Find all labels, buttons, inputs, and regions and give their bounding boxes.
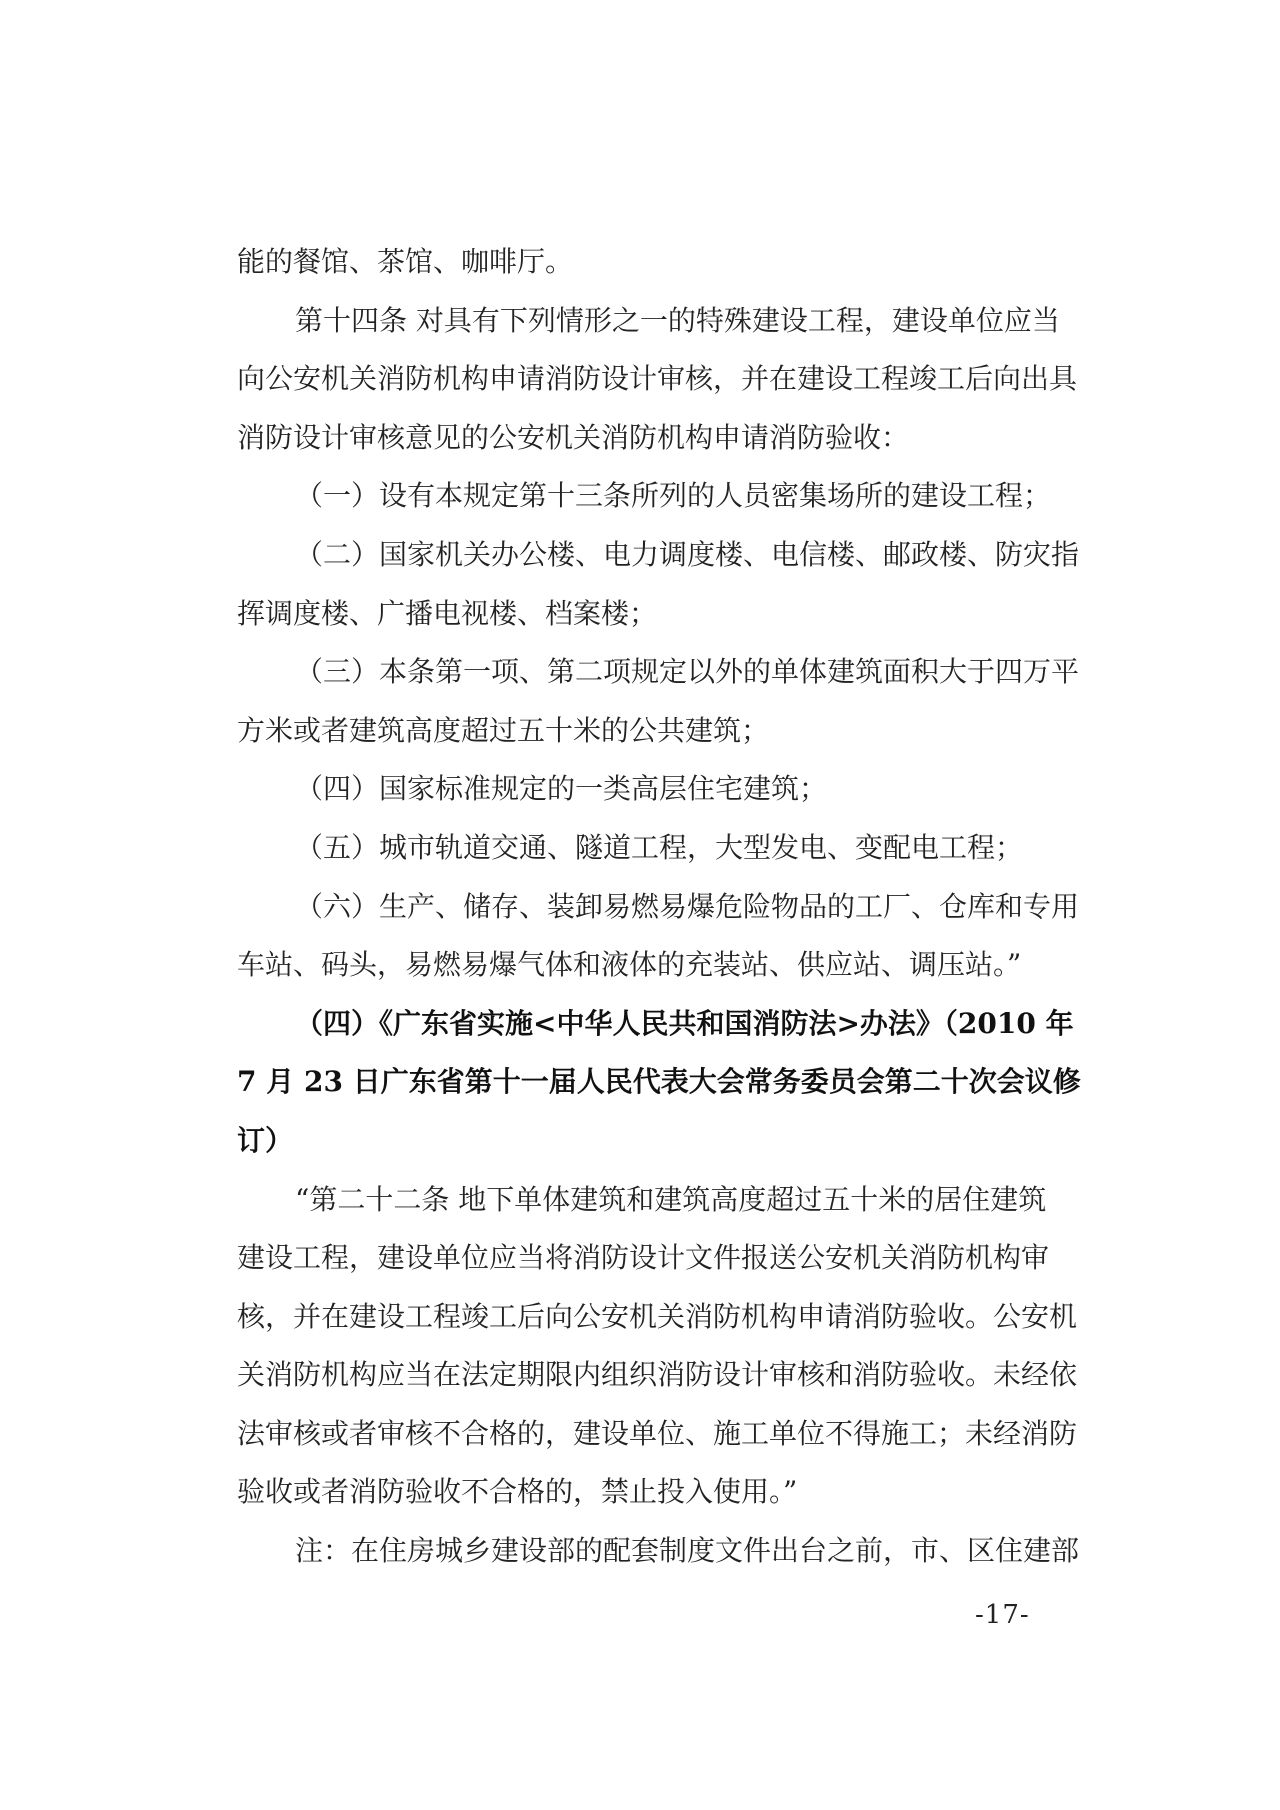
section-heading-line: 7 月 23 日广东省第十一届人民代表大会常务委员会第二十次会议修 — [237, 1065, 1081, 1099]
text-line: 建设工程，建设单位应当将消防设计文件报送公安机关消防机构审 — [237, 1241, 1050, 1275]
text-line: “第二十二条 地下单体建筑和建筑高度超过五十米的居住建筑 — [295, 1182, 1047, 1216]
text-line: 第十四条 对具有下列情形之一的特殊建设工程，建设单位应当 — [295, 303, 1060, 337]
text-line: （二）国家机关办公楼、电力调度楼、电信楼、邮政楼、防灾指 — [295, 537, 1080, 571]
document-body — [237, 233, 1081, 1581]
section-heading-line: （四）《广东省实施<中华人民共和国消防法>办法》（2010 年 — [295, 1006, 1074, 1040]
text-line: （三）本条第一项、第二项规定以外的单体建筑面积大于四万平 — [295, 655, 1080, 689]
text-line: 注：在住房城乡建设部的配套制度文件出台之前，市、区住建部 — [295, 1534, 1080, 1568]
section-heading-line: 订） — [237, 1123, 294, 1157]
text-line: （五）城市轨道交通、隧道工程，大型发电、变配电工程； — [295, 830, 1024, 864]
text-line: 消防设计审核意见的公安机关消防机构申请消防验收： — [237, 420, 910, 454]
text-line: 核，并在建设工程竣工后向公安机关消防机构申请消防验收。公安机 — [237, 1299, 1078, 1333]
text-line: 挥调度楼、广播电视楼、档案楼； — [237, 596, 658, 630]
text-line: 车站、码头，易燃易爆气体和液体的充装站、供应站、调压站。” — [237, 948, 1022, 982]
text-line: 法审核或者审核不合格的，建设单位、施工单位不得施工；未经消防 — [237, 1416, 1078, 1450]
text-line: （一）设有本规定第十三条所列的人员密集场所的建设工程； — [295, 479, 1052, 513]
text-line: 方米或者建筑高度超过五十米的公共建筑； — [237, 713, 770, 747]
text-line: （六）生产、储存、装卸易燃易爆危险物品的工厂、仓库和专用 — [295, 889, 1080, 923]
text-line: 关消防机构应当在法定期限内组织消防设计审核和消防验收。未经依 — [237, 1358, 1078, 1392]
text-line: 能的餐馆、茶馆、咖啡厅。 — [237, 245, 574, 278]
text-line: 向公安机关消防机构申请消防设计审核，并在建设工程竣工后向出具 — [237, 362, 1078, 396]
text-line: 验收或者消防验收不合格的，禁止投入使用。” — [237, 1475, 798, 1509]
text-line: （四）国家标准规定的一类高层住宅建筑； — [295, 772, 828, 806]
page-number: -17- — [975, 1600, 1030, 1630]
